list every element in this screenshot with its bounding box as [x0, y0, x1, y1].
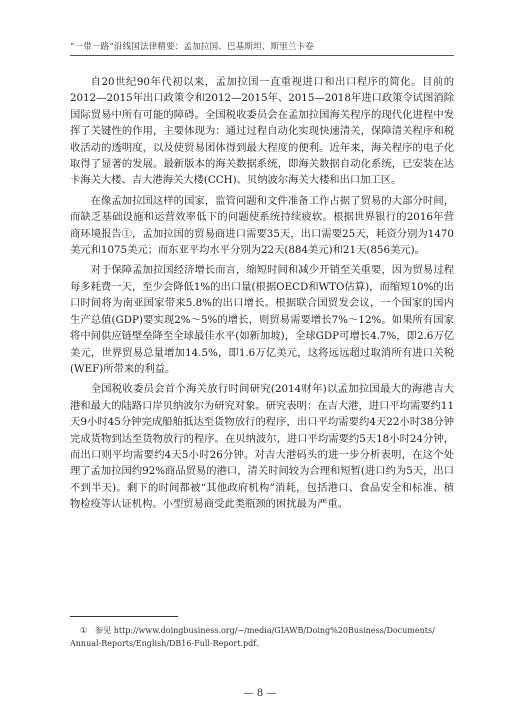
footnote-divider — [70, 616, 178, 617]
paragraph: 在像孟加拉国这样的国家，监管问题和文件准备工作占据了贸易的大部分时间，而缺乏基础设施和运营效率低下的问题使系统持续疲软。根据世界银行的2016年营商环境报告①，孟加拉国的贸易商进口需要35天，出口需要25天，耗资分别为1470美元和1075美元；而东亚平均水平分别为22天(884美元)和21天(856美元)。 — [70, 194, 454, 257]
running-header: “一带一路”沿线国法律精要：孟加拉国、巴基斯坦、斯里兰卡卷 — [70, 42, 314, 52]
footnote-mark: ① — [80, 626, 88, 635]
footnote — [70, 624, 454, 650]
page-number: — 8 — — [243, 688, 277, 699]
main-text — [70, 74, 454, 513]
paragraph: 自20世纪90年代初以来，孟加拉国一直重视进口和出口程序的简化。目前的2012—2015年出口政策令和2012—2015年、2015—2018年进口政策令试图消除国际贸易中所有可能的障碍。全国税收委员会在孟加拉国海关程序的现代化进程中发挥了关键性的作用，主要体现为：通过过程自动化实现快速清关，保障清关程序和税收活动的透明度，以及使贸易团体得到最大程度的便利。近年来，海关程序的电子化取得了显著的发展。最新版本的海关数据系统，即海关数据自动化系统，已安装在达卡海关大楼、吉大港海关大楼(CCH)、贝纳波尔海关大楼和出口加工区。 — [70, 76, 454, 187]
paragraph: 全国税收委员会首个海关放行时间研究(2014财年)以孟加拉国最大的海港吉大港和最大的陆路口岸贝纳波尔为研究对象。研究表明：在吉大港，进口平均需要约11天9小时45分钟完成船舶抵达至货物放行的程序，出口平均需要约4天22小时38分钟完成货物到达至货物放行的程序。在贝纳波尔，进口平均需要约5天18小时24分钟，而出口则平均需要约4天5小时26分钟。对吉大港码头的进一步分析表明，在这个处理了孟加拉国约92%商品贸易的港口，清关时间较为合理和短暂(进口约为5天，出口不到半天)。剩下的时间都被“其他政府机构”消耗，包括港口、食品安全和标准、植物检疫等认证机构。小型贸易商受此类瓶颈的困扰最为严重。 — [70, 383, 454, 511]
footnote-url-line1: 参见 http://www.doingbusiness.org/~/media/GIAWB/Doing%20Business/Documents/ — [95, 626, 435, 635]
header-divider — [70, 55, 454, 56]
footnote-url-line2: Annual-Reports/English/DB16-Full-Report.pdf。 — [70, 639, 265, 648]
paragraph: 对于保障孟加拉国经济增长而言，缩短时间和减少开销至关重要，因为贸易过程每多耗费一天，至少会降低1%的出口量(根据OECD和WTO估算)，而缩短10%的出口时间将为南亚国家带来5.8%的出口增长。根据联合国贸发会议，一个国家的国内生产总值(GDP)要实现2%～5%的增长，则贸易需要增长7%～12%。如果所有国家将中间供应链壁垒降至全球最佳水平(如新加坡)，全球GDP可增长4.7%，即2.6万亿美元，世界贸易总量增加14.5%，即1.6万亿美元，这将远远超过取消所有进口关税(WEF)所带来的利益。 — [70, 264, 454, 375]
